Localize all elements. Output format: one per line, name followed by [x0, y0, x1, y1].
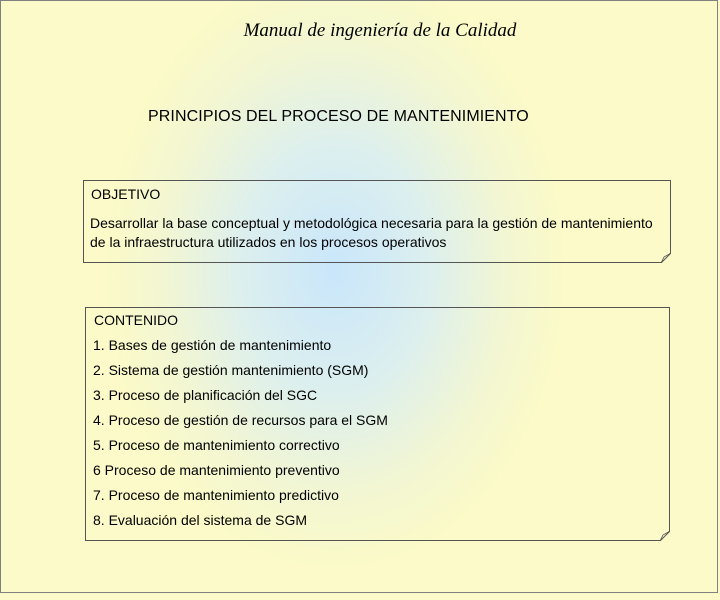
list-item: 2. Sistema de gestión mantenimiento (SGM)	[93, 362, 369, 378]
page-header-title: Manual de ingeniería de la Calidad	[243, 20, 517, 41]
page-fold-icon	[660, 531, 670, 541]
list-item: 6 Proceso de mantenimiento preventivo	[93, 462, 340, 478]
content-list	[93, 336, 388, 536]
content-box	[85, 307, 670, 541]
list-item: 1. Bases de gestión de mantenimiento	[93, 337, 332, 353]
list-item: 3. Proceso de planificación del SGC	[93, 387, 318, 403]
list-item: 8. Evaluación del sistema de SGM	[93, 512, 307, 528]
list-item: 7. Proceso de mantenimiento predictivo	[93, 487, 339, 503]
objective-text: Desarrollar la base conceptual y metodológica necesaria para la gestión de mantenimiento de la infraestructura utilizados en los procesos operativos	[90, 215, 653, 250]
section-title: PRINCIPIOS DEL PROCESO DE MANTENIMIENTO	[148, 108, 529, 125]
content-heading: CONTENIDO	[94, 312, 178, 328]
list-item: 4. Proceso de gestión de recursos para el SGM	[93, 412, 388, 428]
objective-box	[83, 180, 671, 263]
objective-heading: OBJETIVO	[91, 186, 161, 202]
page-fold-icon	[661, 253, 671, 263]
list-item: 5. Proceso de mantenimiento correctivo	[93, 437, 340, 453]
